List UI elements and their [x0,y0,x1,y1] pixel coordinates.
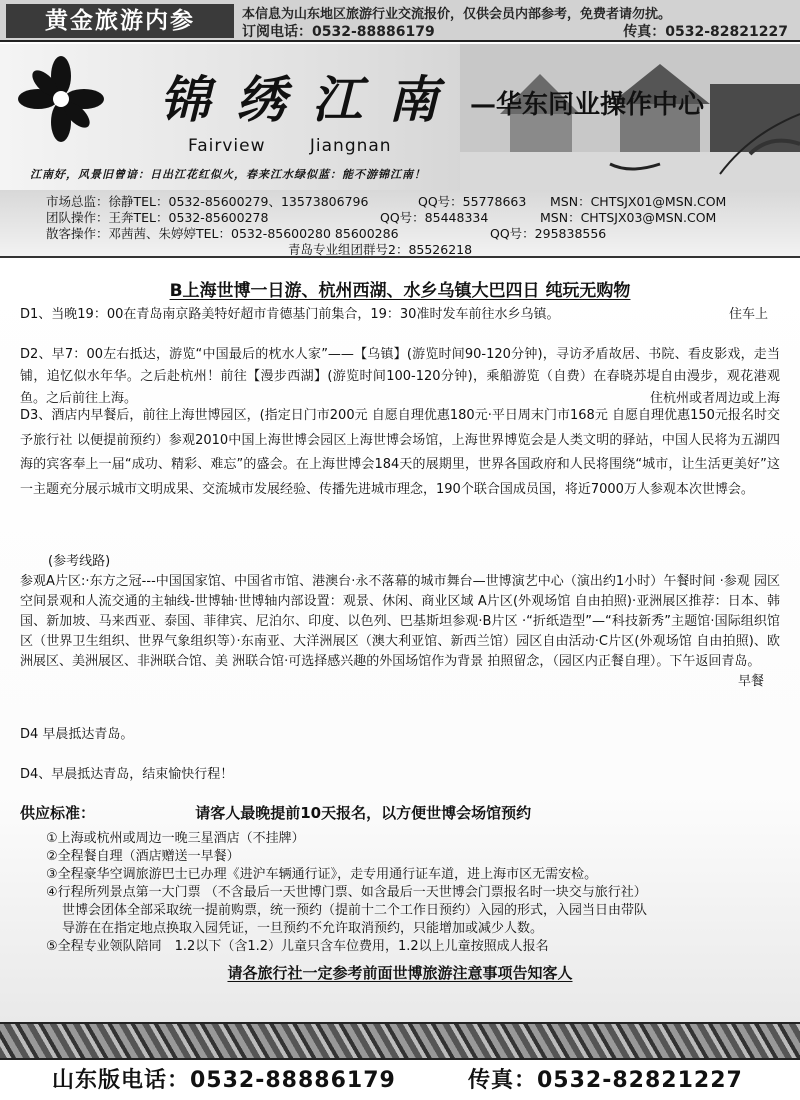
list-item: ②全程餐自理（酒店赠送一早餐） [46,849,240,864]
supply-header [20,802,531,823]
list-item: 导游在在指定地点换取入园凭证，一旦预约不允许取消预约，只能增加或减少人数。 [62,921,544,936]
day1-stay: 住车上 [728,307,768,322]
brand-subtitle: —华东同业操作中心 [470,90,705,120]
agency-footnote: 请各旅行社一定参考前面世博旅游注意事项告知客人 [227,964,573,982]
day2-stay: 住杭州或者周边或上海 [649,391,780,406]
subscribe-phone: 订阅电话：0532-88886179 [242,24,435,40]
decorative-band [0,1022,800,1060]
flower-logo-icon [18,56,104,142]
footer-fax: 传真：0532-82821227 [468,1068,743,1093]
brand-logotype-cn: 锦绣江南 [160,70,464,129]
list-item: ⑤全程专业领队陪同 1.2以下（含1.2）儿童只含车位费用，1.2以上儿童按照成人报名 [46,939,549,954]
supply-list [46,830,790,956]
list-item: ④行程所列景点第一大门票 （不含最后一天世博门票、如含最后一天世博会门票报名时一块交与旅行社） [46,885,647,900]
market-qq: QQ号：55778663 [418,194,527,209]
day4-brief: D4 早晨抵达青岛。 [20,727,134,742]
team-qq: QQ号：85448334 [380,210,489,225]
member-notice: 本信息为山东地区旅游行业交流报价，仅供会员内部参考，免费者请勿扰。 [242,7,672,22]
magazine-title: 黄金旅游内参 [6,4,234,38]
day3-meal: 早餐 [737,674,764,689]
brand-name-en: Fairview Jiangnan [188,136,392,156]
individual-qq: QQ号：295838556 [490,226,607,241]
route-detail: 参观A片区:·东方之冠---中国国家馆、中国省市馆、港澳台·永不落幕的城市舞台—世博演艺中心（演出约1小时）午餐时间 ·参观 园区空间景观和人流交通的主轴线-世博轴·世博轴内部设置：观景、休闲、商业区域 A片区(外观场馆 自由拍照)·亚洲展区推荐：日本、韩国、新加坡、马来西亚、泰国、菲律宾、尼泊尔、印度、以色列、巴基斯坦参观·B片区 ·“折纸造型”—“科技新秀”主题馆·国际组织馆区（世界卫生组织、世界气象组织等）·东南亚、大洋洲展区（澳大利亚馆、新西兰馆）园区自由活动·C片区(外观场馆 自由拍照)、欧洲展区、美洲展区、非洲联合馆、美 洲联合馆·可选择感兴趣的外国场馆作为背景 拍照留念，（园区内正餐自理）。下午返回青岛。 [20,574,780,669]
footer-contact [0,1062,800,1100]
market-msn: MSN：CHTSJX01@MSN.COM [550,194,727,209]
supply-headline: 请客人最晚提前10天报名，以方便世博会场馆预约 [195,804,532,822]
banner-slogan: 江南好，风景旧曾谙：日出江花红似火，春来江水绿似蓝：能不游锦江南！ [30,168,426,181]
tour-title: B上海世博一日游、杭州西湖、水乡乌镇大巴四日 纯玩无购物 [169,281,631,301]
team-contact: 团队操作：王奔TEL：0532-85600278 [46,210,269,225]
route-note: (参考线路) [48,554,111,569]
footer-phone: 山东版电话：0532-88886179 [52,1068,396,1093]
day3: D3、酒店内早餐后，前往上海世博园区，(指定日门市200元 自愿自理优惠180元·平日周末门市168元 自愿自理优惠150元报名时交予旅行社 以便提前预约）参观2010中国上海世博会园区上海世博会场馆，上海世界博览会是人类文明的驿站，中国人民将为五湖四海的宾客奉上一届“成功、精彩、难忘”的盛会。在上海世博会184天的展期里，世界各国政府和人民将围绕“城市，让生活更美好”这一主题充分展示城市文明成果、交流城市发展经验、传播先进城市理念，190个联合国成员国，将近7000万人参观本次世博会。 [20,408,780,497]
team-msn: MSN：CHTSJX03@MSN.COM [540,210,717,225]
day2: D2、早7：00左右抵达，游览“中国最后的枕水人家”——【乌镇】(游览时间90-120分钟)，寻访矛盾故居、书院、看皮影戏，走当铺，追忆似水年华。之后赴杭州！前往【漫步西湖】(游览时间100-120分钟)，乘船游览（自费）在春晓苏堤自由漫步，观花港观鱼。之后前往上海。 住杭州或者周边或上海 [20,344,780,410]
supply-label: 供应标准： [20,804,96,822]
day4: D4、早晨抵达青岛，结束愉快行程！ [20,767,234,782]
brand-banner [0,44,800,190]
day3-routes [20,552,780,692]
list-item: 世博会团体全部采取统一提前购票，统一预约（提前十二个工作日预约）入园的形式，入园当日由带队 [62,903,648,918]
list-item: ③全程豪华空调旅游巴士已办理《进沪车辆通行证》，走专用通行证车道，进上海市区无需安检。 [46,867,598,882]
top-strip [0,0,800,42]
market-contact: 市场总监：徐静TEL：0532-85600279、13573806796 [46,194,369,209]
contact-block [0,190,800,258]
day1: D1、当晚19：00在青岛南京路美特好超市肯德基门前集合，19：30准时发车前往水乡乌镇。 住车上 [20,304,780,326]
list-item: ①上海或杭州或周边一晚三星酒店（不挂牌） [46,831,305,846]
individual-contact: 散客操作：邓茜茜、朱婷婷TEL：0532-85600280 85600286 [46,226,399,241]
group-number: 青岛专业组团群号2：85526218 [288,242,473,257]
itinerary-section [0,262,800,1022]
header-fax: 传真：0532-82821227 [623,24,788,40]
subscribe-line [242,21,794,41]
